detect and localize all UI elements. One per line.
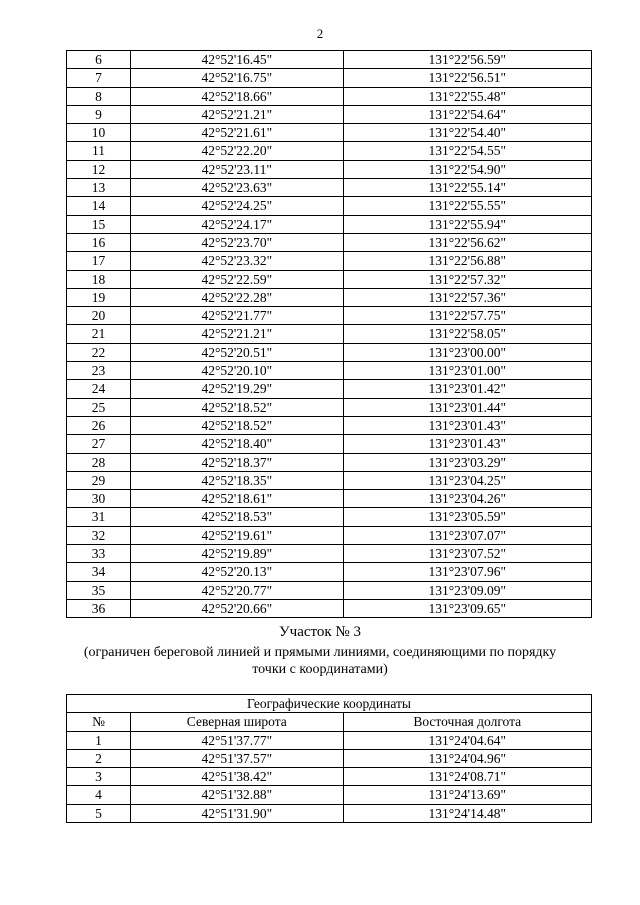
longitude-cell: 131°23'07.52" [343,545,592,563]
table-row [67,362,592,380]
latitude-cell: 42°52'18.35" [131,471,343,489]
point-number-cell: 34 [67,563,131,581]
latitude-cell: 42°52'18.37" [131,453,343,471]
longitude-cell: 131°22'55.94" [343,215,592,233]
table-row [67,197,592,215]
latitude-cell: 42°52'19.89" [131,545,343,563]
header-east-longitude: Восточная долгота [343,713,592,731]
table-row [67,749,592,767]
point-number-cell: 1 [67,731,131,749]
longitude-cell: 131°24'13.69" [343,786,592,804]
table-row [67,51,592,69]
point-number-cell: 13 [67,179,131,197]
longitude-cell: 131°22'58.05" [343,325,592,343]
latitude-cell: 42°52'23.70" [131,233,343,251]
latitude-cell: 42°51'31.90" [131,804,343,822]
coordinates-table-continued [66,50,592,618]
longitude-cell: 131°22'56.62" [343,233,592,251]
latitude-cell: 42°52'24.17" [131,215,343,233]
section-description-line2: точки с координатами) [252,662,388,677]
latitude-cell: 42°52'23.63" [131,179,343,197]
header-north-latitude: Северная широта [131,713,343,731]
latitude-cell: 42°52'19.29" [131,380,343,398]
longitude-cell: 131°23'03.29" [343,453,592,471]
latitude-cell: 42°52'18.40" [131,435,343,453]
point-number-cell: 11 [67,142,131,160]
table-row [67,398,592,416]
point-number-cell: 15 [67,215,131,233]
header-number: № [67,713,131,731]
point-number-cell: 10 [67,124,131,142]
table-row [67,490,592,508]
point-number-cell: 17 [67,252,131,270]
longitude-cell: 131°23'00.00" [343,343,592,361]
longitude-cell: 131°22'55.14" [343,179,592,197]
longitude-cell: 131°22'57.36" [343,288,592,306]
latitude-cell: 42°52'21.21" [131,105,343,123]
point-number-cell: 33 [67,545,131,563]
longitude-cell: 131°22'56.88" [343,252,592,270]
latitude-cell: 42°52'23.11" [131,160,343,178]
latitude-cell: 42°52'22.20" [131,142,343,160]
table-row [67,69,592,87]
longitude-cell: 131°22'55.48" [343,87,592,105]
longitude-cell: 131°22'54.90" [343,160,592,178]
table-row [67,215,592,233]
latitude-cell: 42°52'18.53" [131,508,343,526]
longitude-cell: 131°23'07.96" [343,563,592,581]
point-number-cell: 36 [67,599,131,617]
longitude-cell: 131°22'57.75" [343,307,592,325]
latitude-cell: 42°52'20.51" [131,343,343,361]
point-number-cell: 27 [67,435,131,453]
point-number-cell: 8 [67,87,131,105]
table-row [67,380,592,398]
longitude-cell: 131°22'57.32" [343,270,592,288]
point-number-cell: 25 [67,398,131,416]
longitude-cell: 131°23'04.25" [343,471,592,489]
point-number-cell: 31 [67,508,131,526]
latitude-cell: 42°51'32.88" [131,786,343,804]
point-number-cell: 35 [67,581,131,599]
table-row [67,87,592,105]
table-row [67,545,592,563]
table-row [67,526,592,544]
section-description-line1: (ограничен береговой линией и прямыми линиями, соединяющими по порядку [83,645,557,660]
table-row [67,768,592,786]
point-number-cell: 9 [67,105,131,123]
table-row [67,563,592,581]
latitude-cell: 42°52'21.61" [131,124,343,142]
longitude-cell: 131°23'01.42" [343,380,592,398]
point-number-cell: 6 [67,51,131,69]
table-row [67,105,592,123]
point-number-cell: 5 [67,804,131,822]
table-row [67,599,592,617]
longitude-cell: 131°23'04.26" [343,490,592,508]
latitude-cell: 42°52'22.28" [131,288,343,306]
latitude-cell: 42°52'18.52" [131,416,343,434]
point-number-cell: 20 [67,307,131,325]
longitude-cell: 131°22'54.64" [343,105,592,123]
longitude-cell: 131°22'55.55" [343,197,592,215]
longitude-cell: 131°22'56.59" [343,51,592,69]
longitude-cell: 131°22'54.55" [343,142,592,160]
latitude-cell: 42°52'16.75" [131,69,343,87]
table-row [67,142,592,160]
latitude-cell: 42°52'20.66" [131,599,343,617]
longitude-cell: 131°23'07.07" [343,526,592,544]
longitude-cell: 131°22'56.51" [343,69,592,87]
table-row [67,124,592,142]
longitude-cell: 131°24'14.48" [343,804,592,822]
longitude-cell: 131°23'01.44" [343,398,592,416]
point-number-cell: 2 [67,749,131,767]
latitude-cell: 42°52'20.13" [131,563,343,581]
table-row [67,179,592,197]
table-row [67,270,592,288]
point-number-cell: 18 [67,270,131,288]
latitude-cell: 42°52'21.77" [131,307,343,325]
longitude-cell: 131°23'05.59" [343,508,592,526]
latitude-cell: 42°52'24.25" [131,197,343,215]
latitude-cell: 42°52'18.66" [131,87,343,105]
longitude-cell: 131°24'08.71" [343,768,592,786]
latitude-cell: 42°52'22.59" [131,270,343,288]
page-number: 2 [316,26,324,41]
longitude-cell: 131°23'09.09" [343,581,592,599]
table-row [67,325,592,343]
latitude-cell: 42°52'20.10" [131,362,343,380]
table-row [67,343,592,361]
point-number-cell: 22 [67,343,131,361]
latitude-cell: 42°51'38.42" [131,768,343,786]
table-header-group-row [67,695,592,713]
point-number-cell: 19 [67,288,131,306]
table-row [67,233,592,251]
table-row [67,581,592,599]
longitude-cell: 131°23'01.00" [343,362,592,380]
table-row [67,288,592,306]
point-number-cell: 23 [67,362,131,380]
point-number-cell: 21 [67,325,131,343]
table-row [67,160,592,178]
latitude-cell: 42°52'21.21" [131,325,343,343]
longitude-cell: 131°24'04.64" [343,731,592,749]
latitude-cell: 42°52'20.77" [131,581,343,599]
latitude-cell: 42°52'19.61" [131,526,343,544]
section-title: Участок № 3 [279,624,361,640]
table-row [67,453,592,471]
point-number-cell: 30 [67,490,131,508]
point-number-cell: 29 [67,471,131,489]
longitude-cell: 131°23'01.43" [343,435,592,453]
latitude-cell: 42°52'16.45" [131,51,343,69]
section-description [60,644,580,678]
table-row [67,471,592,489]
table-row [67,252,592,270]
table-row [67,786,592,804]
table-row [67,731,592,749]
longitude-cell: 131°23'01.43" [343,416,592,434]
point-number-cell: 4 [67,786,131,804]
table-row [67,508,592,526]
point-number-cell: 14 [67,197,131,215]
longitude-cell: 131°23'09.65" [343,599,592,617]
latitude-cell: 42°52'18.61" [131,490,343,508]
table-row [67,435,592,453]
point-number-cell: 7 [67,69,131,87]
latitude-cell: 42°51'37.77" [131,731,343,749]
coordinates-table-section-3 [66,694,592,823]
table-row [67,416,592,434]
point-number-cell: 24 [67,380,131,398]
table-row [67,307,592,325]
point-number-cell: 3 [67,768,131,786]
point-number-cell: 28 [67,453,131,471]
longitude-cell: 131°24'04.96" [343,749,592,767]
point-number-cell: 12 [67,160,131,178]
latitude-cell: 42°52'18.52" [131,398,343,416]
table-row [67,804,592,822]
latitude-cell: 42°51'37.57" [131,749,343,767]
header-geographic-coordinates: Географические координаты [67,695,592,713]
point-number-cell: 26 [67,416,131,434]
table-header-row [67,713,592,731]
point-number-cell: 32 [67,526,131,544]
latitude-cell: 42°52'23.32" [131,252,343,270]
point-number-cell: 16 [67,233,131,251]
longitude-cell: 131°22'54.40" [343,124,592,142]
